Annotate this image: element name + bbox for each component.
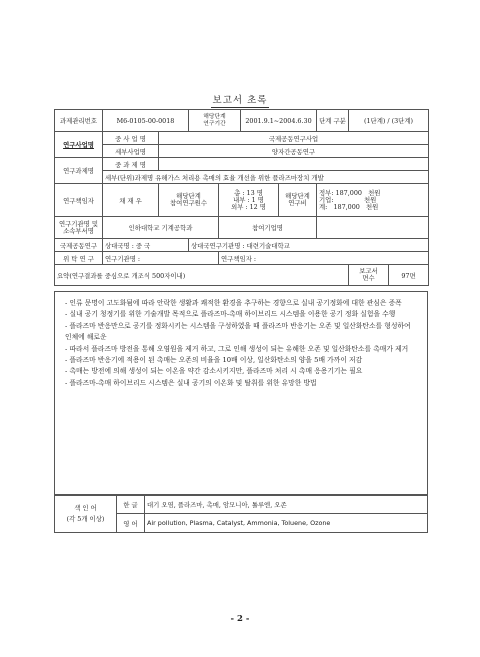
sub-program-row	[55, 145, 429, 158]
main-project-label: 중 과 제 명	[103, 158, 159, 171]
project-number: M6-0105-00-0018	[103, 110, 189, 132]
stage: (1단계) / (3단계)	[349, 110, 429, 132]
keywords-label: 색 인 어 (각 5개 이상)	[55, 495, 117, 533]
pi-row	[55, 184, 429, 217]
summary-item: - 플라즈마-촉매 하이브리드 시스템은 실내 공기의 이온화 및 탈취를 위한 유망한 방법	[65, 378, 317, 387]
summary-header-row	[55, 265, 429, 286]
researchers-label: 해당단계 참여연구원수	[159, 184, 219, 217]
summary-item: - 플라즈마 반응만으로 공기를 정화시키는 시스템을 구성하였을 때 플라즈마 반응기는 오존 및 일산화탄소를 형성하여 인체에 해로운	[65, 321, 411, 342]
summary-item: - 따라서 플라즈마 방전을 통해 오염원을 제거 하고, 그로 인해 생성이 되는 유해한 오존 및 일산화탄소를 촉매가 제거	[65, 344, 409, 353]
report-info-table	[54, 109, 429, 286]
consign-label: 위 탁 연 구	[55, 252, 103, 265]
report-abstract-title: 보고서 초록	[212, 95, 268, 106]
intl-label: 국제공동연구	[55, 239, 103, 252]
page-number: - 2 -	[230, 614, 250, 624]
pages: 97면	[389, 265, 429, 286]
sub-program: 양자간공동연구	[159, 145, 429, 158]
keywords-ko-row	[55, 495, 428, 514]
summary-item: - 인류 문명이 고도화됨에 따라 안락한 생활과 쾌적한 환경을 추구하는 경향으로 실내 공기정화에 대한 관심은 증폭	[65, 299, 402, 307]
project-number-row	[55, 110, 429, 132]
institution: 인하대학교 기계공학과	[103, 217, 219, 239]
partner-country: 상대국명 : 중 국	[103, 239, 189, 252]
stage-label: 단계 구분	[317, 110, 349, 132]
summary-item: - 플라즈마 반응기에 적용이 된 촉매는 오존의 비율을 10배 이상, 일산화탄소의 양을 5배 가까이 저감	[65, 356, 363, 365]
keywords-ko: 대기 오염, 플라즈마, 촉매, 암모니아, 톨루엔, 오존	[145, 495, 428, 514]
intl-row	[55, 239, 429, 252]
sub-program-label: 세부사업명	[103, 145, 159, 158]
summary-list	[55, 292, 427, 389]
budget-values: 정부: 187,000 천원 기업: 천원 계: 187,000 천원	[317, 184, 429, 217]
budget-label: 해당단계 연구비	[279, 184, 317, 217]
consign-pi: 연구책임자 :	[219, 252, 429, 265]
participating-company	[317, 217, 429, 239]
partner-institution: 상대국연구기관명 : 대련기술대학교	[189, 239, 429, 252]
keywords-table	[54, 494, 428, 533]
summary-body	[54, 291, 428, 496]
consign-row	[55, 252, 429, 265]
main-program: 국제공동연구사업	[159, 132, 429, 145]
institution-label: 연구기관명 및 소속부서명	[55, 217, 103, 239]
keywords-en-label: 영 어	[117, 514, 145, 533]
keywords-ko-label: 한 글	[117, 495, 145, 514]
detail-project: 세부(단위)과제명 유해가스 처리용 촉매의 효율 개선을 위한 플라즈마장치 개발	[103, 171, 429, 184]
project-number-label: 과제관리번호	[55, 110, 103, 132]
period: 2001.9.1~2004.6.30	[241, 110, 317, 132]
main-program-label: 중 사 업 명	[103, 132, 159, 145]
main-project	[159, 158, 429, 171]
keywords-en: Air pollution, Plasma, Catalyst, Ammonia, Toluene, Ozone	[145, 514, 428, 533]
project-title-label: 연구과제명	[55, 158, 103, 184]
summary-item: - 촉매는 방전에 의해 생성이 되는 이온을 약간 감소시키지만, 플라즈마 처리 시 촉매 응용기기는 필요	[65, 367, 363, 376]
summary-label: 요약(연구결과를 중심으로 개조식 500자이내)	[55, 265, 349, 286]
main-project-row	[55, 158, 429, 171]
detail-project-row	[55, 171, 429, 184]
pages-label: 보고서 면수	[349, 265, 389, 286]
researchers-counts: 총 : 13 명 내부 : 1 명 외부 : 12 명	[219, 184, 279, 217]
program-label: 연구사업명	[55, 132, 103, 158]
participating-company-label: 참여기업명	[219, 217, 317, 239]
period-label: 해당단계 연구기간	[189, 110, 241, 132]
summary-item: - 실내 공기 청정기를 위한 기술개발 목적으로 플라즈마-촉매 하이브리드 시스템을 이용한 공기 정화 실험을 수행	[65, 310, 396, 319]
main-program-row	[55, 132, 429, 145]
institution-row	[55, 217, 429, 239]
pi-label: 연구책임자	[55, 184, 103, 217]
pi-name: 채 재 우	[103, 184, 159, 217]
consign-institution: 연구기관명 :	[103, 252, 219, 265]
